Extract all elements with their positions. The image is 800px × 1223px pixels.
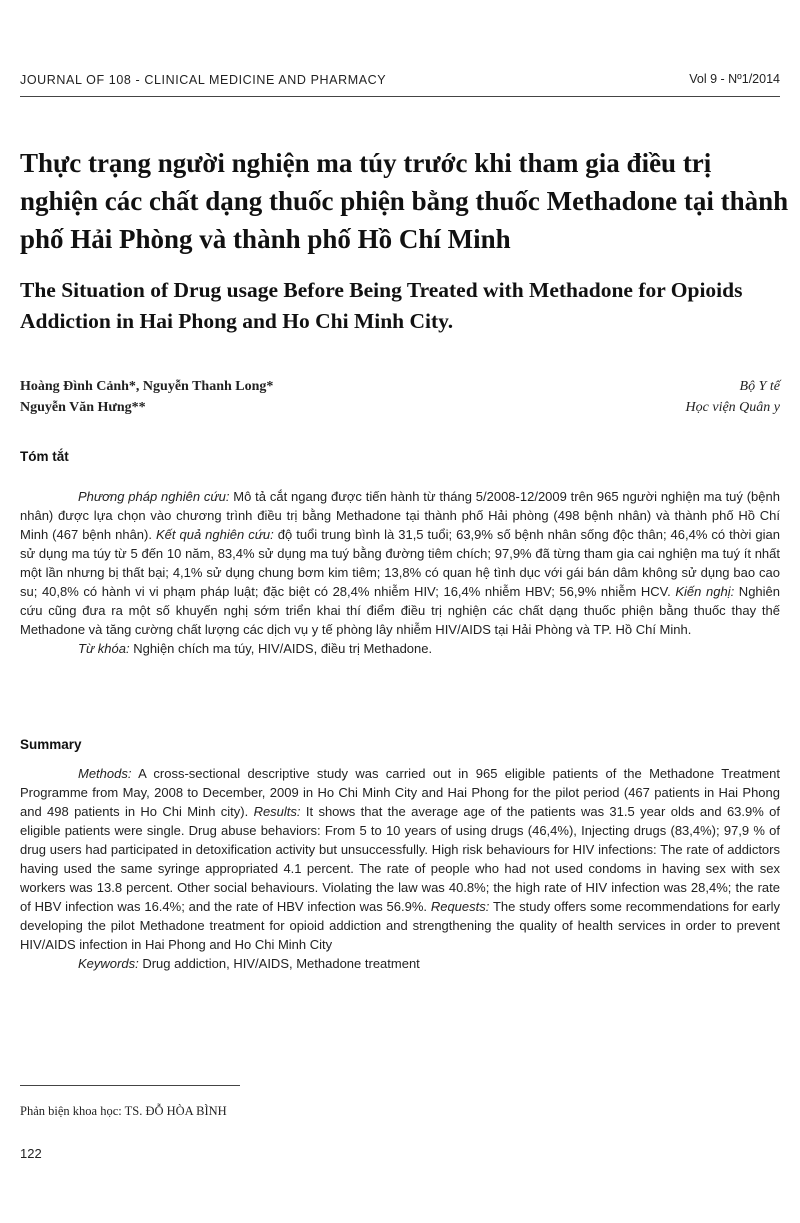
affiliation-1: Bộ Y tế	[739, 379, 780, 394]
requests-text-en: The study offers some recommendations for early developing the pilot Methadone treatment for opioid addiction and strengthening the quality of health services in order to prevent HIV/AIDS infection in Hai Phong and Ho Chi Minh City	[20, 899, 781, 952]
results-label-vi: Kết quả nghiên cứu:	[155, 527, 274, 542]
author-line-2: Nguyễn Văn Hưng**	[20, 400, 146, 415]
methods-label-en: Methods:	[78, 766, 132, 781]
journal-name: JOURNAL OF 108 - CLINICAL MEDICINE AND PHARMACY	[20, 73, 387, 87]
affiliation-list	[686, 376, 780, 418]
abstract-vi-heading: Tóm tắt	[20, 449, 69, 464]
author-line-1: Hoàng Đình Cảnh*, Nguyễn Thanh Long*	[20, 379, 274, 394]
header-divider	[20, 96, 780, 97]
keywords-vi	[20, 639, 780, 658]
summary-body	[20, 764, 780, 973]
requests-label-en: Requests:	[430, 899, 490, 914]
recommend-text-vi: Nghiên cứu cũng đưa ra một số khuyến nghị sớm triển khai thí điểm điều trị nghiện các chất dạng thuốc phiện bằng thuốc thay thế Methadone và tăng cường chất lượng các dịch vụ y tế phòng lây nhiễm HIV/AIDS tại Hải Phòng và TP. Hồ Chí Minh.	[20, 584, 781, 637]
keywords-label-vi: Từ khóa:	[78, 641, 130, 656]
keywords-text-en: Drug addiction, HIV/AIDS, Methadone treatment	[138, 956, 420, 971]
results-text-vi: độ tuổi trung bình là 31,5 tuổi; 63,9% số bệnh nhân sống độc thân; 46,4% có thời gian sử dụng ma túy từ 5 đến 10 năm, 83,4% sử dụng ma tuý bằng đường tiêm chích; 97,9% đã từng tham gia cai nghiện ma tuý ít nhất một lần nhưng bị thất bại; 4,1% sử dụng chung bơm kim tiêm; 13,8% có quan hệ tình dục với gái bán dâm không sử dụng bao cao su; 40,8% có hành vi vi phạm pháp luật; đặc biệt có 28,4% nhiễm HIV; 16,4% nhiễm HBV; 56,9% nhiễm HCV.	[20, 527, 780, 599]
results-label-en: Results:	[253, 804, 301, 819]
affiliation-2: Học viện Quân y	[685, 400, 780, 415]
keywords-text-vi: Nghiện chích ma túy, HIV/AIDS, điều trị Methadone.	[129, 641, 433, 656]
abstract-vi-body	[20, 487, 780, 658]
keywords-en	[20, 954, 780, 973]
methods-text-vi: Mô tả cắt ngang được tiến hành từ tháng 5/2008-12/2009 trên 965 người nghiện ma tuý (bệnh nhân) được lựa chọn vào chương trình điều trị bằng Methadone tại thành phố Hải phòng (498 bệnh nhân) và thành phố Hồ Chí Minh (467 bệnh nhân).	[20, 489, 780, 542]
recommend-label-vi: Kiến nghị:	[675, 584, 735, 599]
results-text-en: It shows that the average age of the patients was 31.5 year olds and 63.9% of eligible patients were single. Drug abuse behaviors: From 5 to 10 years of using drugs (46,4%), Injecting drugs (83,4%); 97,9 % of drug users had participated in detoxification activity but unsuccessfully. High risk behaviours for HIV infections: The rate of addictors having used the same syringe appropriated 4.1 percent. The rate of people who had not used condoms in having sex with sex workers was 13.8 percent. Other social behaviours. Violating the law was 40.8%; the high rate of HIV infection was 28,4%; the rate of HBV infection was 16.4%; and the rate of HBV infection was 56.9%.	[20, 804, 780, 914]
reviewer-note: Phản biện khoa học: TS. ĐỖ HÒA BÌNH	[20, 1104, 227, 1118]
keywords-label-en: Keywords:	[78, 956, 139, 971]
volume-issue: Vol 9 - Nº1/2014	[689, 72, 780, 86]
methods-label-vi: Phương pháp nghiên cứu:	[78, 489, 230, 504]
footnote-divider	[20, 1085, 240, 1086]
abstract-vi-paragraph	[20, 487, 780, 639]
title-english: The Situation of Drug usage Before Being Treated with Methadone for Opioids Addiction in Hai Phong and Ho Chi Minh City.	[20, 278, 743, 333]
summary-paragraph	[20, 764, 780, 954]
page-number: 122	[20, 1146, 42, 1161]
title-vietnamese: Thực trạng người nghiện ma túy trước khi tham gia điều trị nghiện các chất dạng thuốc phiện bằng thuốc Methadone tại thành phố Hải Phòng và thành phố Hồ Chí Minh	[20, 148, 789, 254]
summary-heading: Summary	[20, 737, 82, 752]
methods-text-en: A cross-sectional descriptive study was carried out in 965 eligible patients of the Methadone Treatment Programme from May, 2008 to December, 2009 in Ho Chi Minh City and Hai Phong for the pilot period (467 patients in Hai Phong and 498 patients in Ho Chi Minh city).	[20, 766, 780, 819]
author-list	[20, 376, 273, 418]
